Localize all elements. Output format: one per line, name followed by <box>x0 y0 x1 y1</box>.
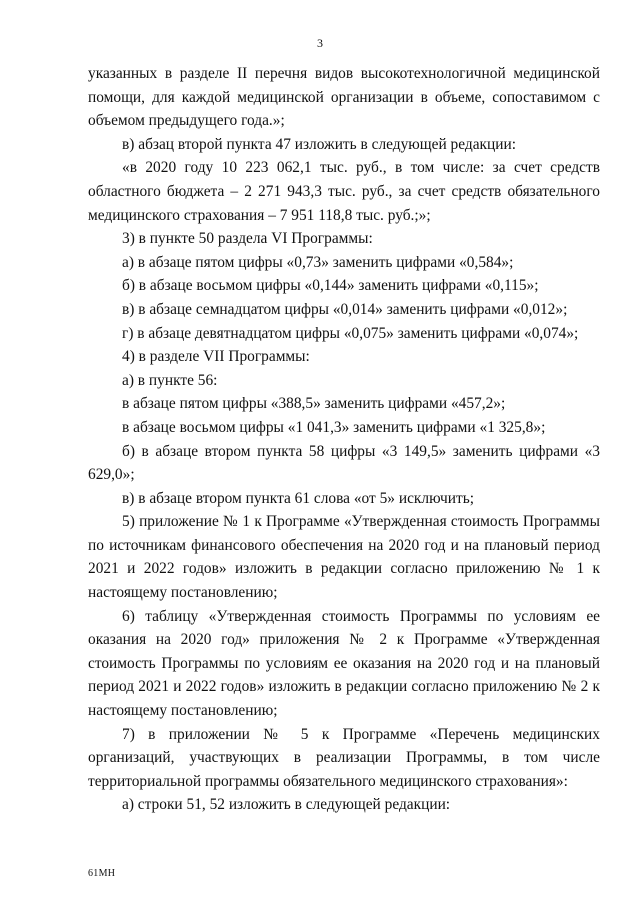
paragraph: 5) приложение № 1 к Программе «Утвержденная стоимость Программы по источникам финансового обеспечения на 2020 год и на плановый период 2021 и 2022 годов» изложить в редакции согласно приложению № 1 к настоящему постановлению; <box>88 513 600 602</box>
paragraph: 4) в разделе VII Программы: <box>122 348 310 366</box>
document-body <box>88 62 600 817</box>
paragraph: в абзаце пятом цифры «388,5» заменить цифрами «457,2»; <box>122 395 506 413</box>
paragraph: в) в абзаце втором пункта 61 слова «от 5» исключить; <box>122 489 474 507</box>
page-number: 3 <box>317 36 323 50</box>
paragraph: в абзаце восьмом цифры «1 041,3» заменить цифрами «1 325,8»; <box>122 418 546 436</box>
paragraph: б) в абзаце восьмом цифры «0,144» заменить цифрами «0,115»; <box>122 277 539 295</box>
paragraph: в) в абзаце семнадцатом цифры «0,014» заменить цифрами «0,012»; <box>122 300 568 318</box>
footer-code: 61МН <box>88 868 116 879</box>
paragraph: в) абзац второй пункта 47 изложить в следующей редакции: <box>122 135 517 153</box>
paragraph-continuation: указанных в разделе II перечня видов высокотехнологичной медицинской помощи, для каждой медицинской организации в объеме, сопоставимом с объемом предыдущего года.»; <box>88 65 600 130</box>
paragraph: 7) в приложении № 5 к Программе «Перечень медицинских организаций, участвующих в реализации Программы, в том числе территориальной программы обязательного медицинского страхования»: <box>88 725 600 790</box>
paragraph: г) в абзаце девятнадцатом цифры «0,075» заменить цифрами «0,074»; <box>122 324 579 342</box>
paragraph: б) в абзаце втором пункта 58 цифры «3 149,5» заменить цифрами «3 629,0»; <box>88 442 600 484</box>
paragraph: а) строки 51, 52 изложить в следующей редакции: <box>122 796 451 814</box>
paragraph: 3) в пункте 50 раздела VI Программы: <box>122 230 373 248</box>
paragraph: а) в абзаце пятом цифры «0,73» заменить цифрами «0,584»; <box>122 253 514 271</box>
paragraph: а) в пункте 56: <box>122 371 218 389</box>
paragraph: 6) таблицу «Утвержденная стоимость Программы по условиям ее оказания на 2020 год» приложения № 2 к Программе «Утвержденная стоимость Программы по условиям ее оказания на 2020 год и на плановый период 2021 и 2022 годов» изложить в редакции согласно приложению № 2 к настоящему постановлению; <box>88 607 600 720</box>
paragraph: «в 2020 году 10 223 062,1 тыс. руб., в том числе: за счет средств областного бюджета – 2 271 943,3 тыс. руб., за счет средств обязательного медицинского страхования – 7 951 118,8 тыс. руб.;»; <box>88 159 600 224</box>
